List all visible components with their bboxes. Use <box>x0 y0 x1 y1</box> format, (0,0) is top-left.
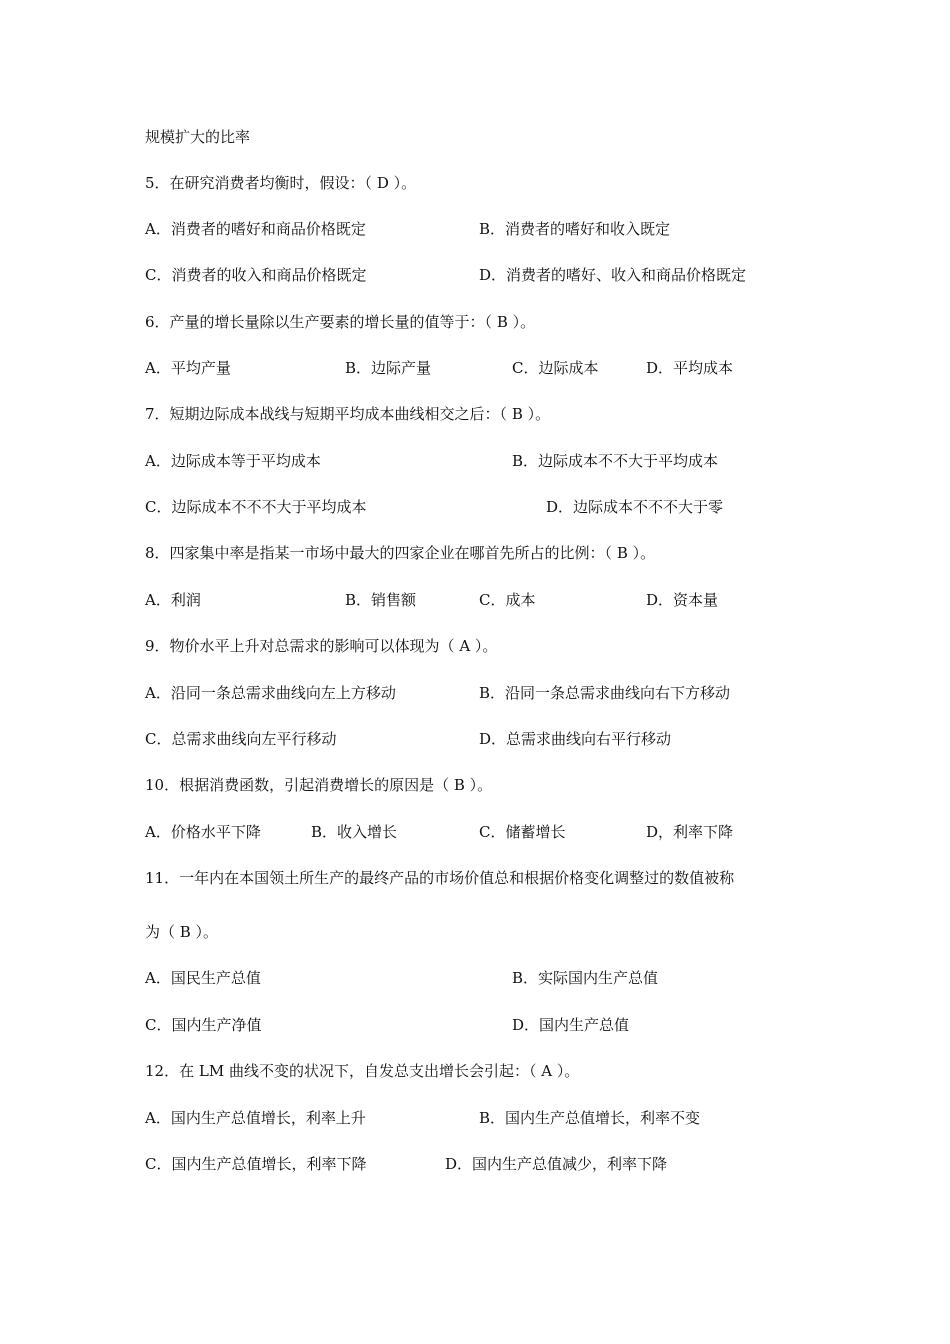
q8-option-c: C．成本 <box>479 591 536 609</box>
q9-option-a: A．沿同一条总需求曲线向左上方移动 <box>145 684 396 702</box>
question-10: 10．根据消费函数，引起消费增长的原因是（ B ）。 <box>145 776 493 794</box>
question-12: 12．在 LM 曲线不变的状况下，自发总支出增长会引起：（ A ）。 <box>145 1062 580 1080</box>
q7-option-c: C．边际成本不不不大于平均成本 <box>145 498 367 516</box>
q6-option-c: C．边际成本 <box>512 359 599 377</box>
paragraph-continuation: 规模扩大的比率 <box>145 128 251 146</box>
q8-option-b: B．销售额 <box>345 591 417 609</box>
question-6: 6．产量的增长量除以生产要素的增长量的值等于：（ B ）。 <box>145 313 536 331</box>
q9-option-b: B．沿同一条总需求曲线向右下方移动 <box>479 684 731 702</box>
q10-option-d: D，利率下降 <box>646 823 734 841</box>
question-11-continuation: 为（ B ）。 <box>145 923 219 941</box>
q6-option-d: D．平均成本 <box>646 359 734 377</box>
q5-option-b: B．消费者的嗜好和收入既定 <box>479 220 671 238</box>
q12-option-a: A．国内生产总值增长，利率上升 <box>145 1109 366 1127</box>
q12-option-b: B．国内生产总值增长，利率不变 <box>479 1109 701 1127</box>
q11-option-d: D．国内生产总值 <box>512 1016 630 1034</box>
q7-option-d: D．边际成本不不不大于零 <box>546 498 724 516</box>
q7-option-b: B．边际成本不不大于平均成本 <box>512 452 719 470</box>
question-5: 5．在研究消费者均衡时，假设：（ D ）。 <box>145 174 417 192</box>
q5-option-a: A．消费者的嗜好和商品价格既定 <box>145 220 366 238</box>
q7-option-a: A．边际成本等于平均成本 <box>145 452 321 470</box>
q10-option-c: C．储蓄增长 <box>479 823 566 841</box>
question-11: 11．一年内在本国领土所生产的最终产品的市场价值总和根据价格变化调整过的数值被称 <box>145 869 735 887</box>
q11-option-a: A．国民生产总值 <box>145 969 261 987</box>
q9-option-d: D．总需求曲线向右平行移动 <box>479 730 672 748</box>
question-9: 9．物价水平上升对总需求的影响可以体现为（ A ）。 <box>145 637 498 655</box>
q5-option-c: C．消费者的收入和商品价格既定 <box>145 266 367 284</box>
q12-option-c: C．国内生产总值增长，利率下降 <box>145 1155 367 1173</box>
q6-option-b: B．边际产量 <box>345 359 432 377</box>
q8-option-d: D．资本量 <box>646 591 719 609</box>
q11-option-b: B．实际国内生产总值 <box>512 969 659 987</box>
q5-option-d: D．消费者的嗜好、收入和商品价格既定 <box>479 266 747 284</box>
q10-option-b: B．收入增长 <box>311 823 398 841</box>
q8-option-a: A．利润 <box>145 591 201 609</box>
question-7: 7．短期边际成本战线与短期平均成本曲线相交之后：（ B ）。 <box>145 405 551 423</box>
question-8: 8．四家集中率是指某一市场中最大的四家企业在哪首先所占的比例：（ B ）。 <box>145 544 656 562</box>
q9-option-c: C．总需求曲线向左平行移动 <box>145 730 337 748</box>
q10-option-a: A．价格水平下降 <box>145 823 261 841</box>
q12-option-d: D．国内生产总值减少，利率下降 <box>445 1155 668 1173</box>
q6-option-a: A．平均产量 <box>145 359 231 377</box>
q11-option-c: C．国内生产净值 <box>145 1016 262 1034</box>
